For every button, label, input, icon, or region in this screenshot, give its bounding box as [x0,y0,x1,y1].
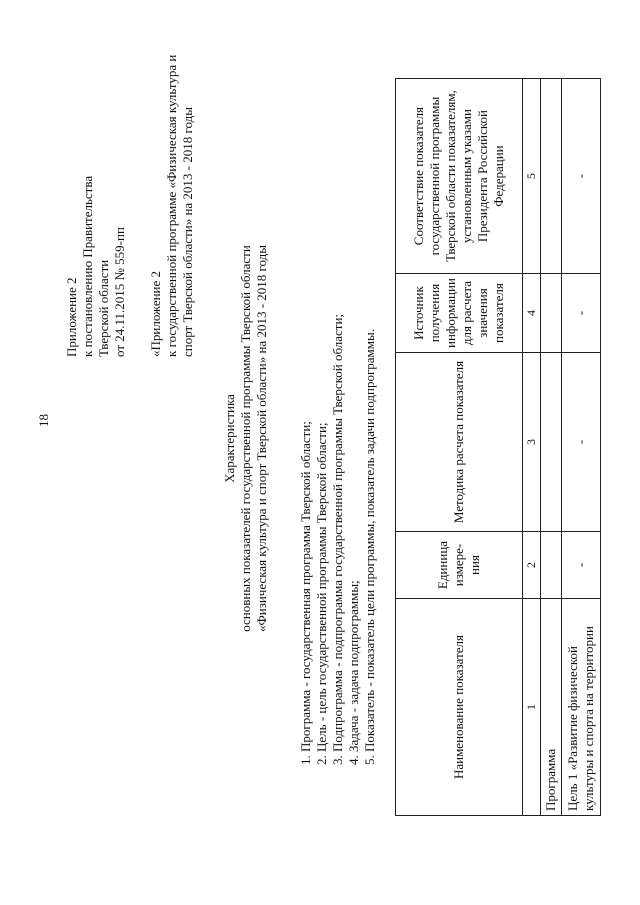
legend-item: 2. Цель - цель государственной программы Тверской области; [314,422,329,765]
header-indicator-name: Наименование показателя [396,599,523,816]
page-number: 18 [36,414,51,427]
appendix-line: Приложение 2 [64,277,79,357]
appendix-line: Тверской области [96,259,111,357]
column-number: 5 [523,79,541,274]
abbreviation-legend [298,314,378,765]
column-number: 4 [523,274,541,353]
table-cell: - [562,274,601,353]
column-number: 2 [523,532,541,599]
table-column-numbers-row [523,79,541,816]
table-cell: Цель 1 «Развитие физической культуры и спорта на территории [562,599,601,816]
prev-appendix-line: к государственной программе «Физическая культура и [164,54,179,357]
column-number: 1 [523,599,541,816]
document-title [222,0,270,905]
table-cell [541,79,562,274]
table-cell: - [562,353,601,532]
appendix-line: к постановлению Правительства [80,175,95,357]
prev-appendix-line: «Приложение 2 [148,270,163,357]
table-cell: - [562,532,601,599]
prev-appendix-line: спорт Тверской области» на 2013 - 2018 годы [180,107,195,357]
title-line: Характеристика [222,394,237,483]
table-row [562,79,601,816]
table-row [541,79,562,816]
header-calc-method: Методика расчета показателя [396,353,523,532]
table-cell [541,274,562,353]
header-info-source: Источник получения информации для расчета значения показателя [396,274,523,353]
indicators-table [395,78,601,816]
table-cell: - [562,79,601,274]
title-line: «Физическая культура и спорт Тверской области» на 2013 - 2018 годы [254,244,269,633]
header-presidential-decree-match: Соответствие показателя государственной программы Тверской области показателям, установленным указами Президента Российской Федерации [396,79,523,274]
table-cell: Программа [541,599,562,816]
legend-item: 3. Подпрограмма - подпрограмма государственной программы Тверской области; [330,313,345,765]
table-cell [541,353,562,532]
previous-appendix-header [148,55,196,357]
legend-item: 5. Показатель - показатель цели программы, показатель задачи подпрограммы. [362,329,377,765]
legend-item: 1. Программа - государственная программа Тверской области; [298,421,313,765]
title-line: основных показателей государственной программы Тверской области [238,245,253,632]
table-cell [541,532,562,599]
appendix-line: от 24.11.2015 № 559-пп [112,227,127,357]
header-unit: Единица измере-ния [396,532,523,599]
table-header-row [396,79,523,816]
column-number: 3 [523,353,541,532]
appendix-header [64,176,128,357]
legend-item: 4. Задача - задача подпрограммы; [346,580,361,765]
